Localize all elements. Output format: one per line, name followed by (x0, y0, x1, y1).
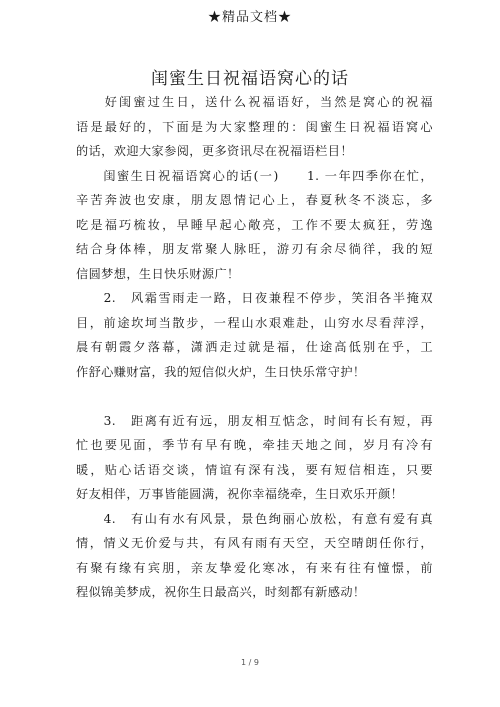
paragraph (76, 409, 433, 507)
text-line: 晨有朝霞夕落幕，潇洒走过就是福，仕途高低别在乎，工 (76, 340, 433, 354)
text-line: 忙也要见面，季节有早有晚，牵挂天地之间，岁月有冷有 (76, 438, 433, 452)
text-line: 结合身体棒，朋友常聚人脉旺，游刃有余尽徜徉，我的短 (76, 242, 433, 256)
text-line: 情，情义无价爱与共，有风有雨有天空，天空晴朗任你行， (76, 536, 433, 550)
text-line: 作舒心赚财富，我的短信似火炉，生日快乐常守护！ (76, 364, 366, 379)
text-line: 闺蜜生日祝福语窝心的话(一) 1. 一年四季你在忙， (76, 168, 433, 183)
paragraph (76, 286, 433, 384)
paragraph (76, 507, 433, 605)
text-line: 吃是福巧梳妆，早睡早起心敞亮，工作不要太疯狂，劳逸 (76, 217, 433, 232)
text-line: 程似锦美梦成，祝你生日最高兴，时刻都有新感动！ (76, 585, 366, 599)
text-line: 好闺蜜过生日，送什么祝福语好，当然是窝心的祝福 (76, 95, 433, 109)
text-line: 暖，贴心话语交谈，情谊有深有浅，要有短信相连，只要 (76, 462, 433, 477)
paragraph (76, 164, 433, 287)
text-line: 4. 有山有水有风景，景色绚丽心放松，有意有爱有真 (76, 511, 433, 526)
text-line: 的话，欢迎大家参阅，更多资讯尽在祝福语栏目！ (76, 144, 353, 158)
text-line: 3. 距离有近有远，朋友相互惦念，时间有长有短，再 (76, 413, 433, 428)
document-title: 闺蜜生日祝福语窝心的话 (151, 69, 349, 89)
text-line: 有聚有缘有宾朋，亲友挚爱化寒冰，有来有往有憧憬，前 (76, 560, 433, 575)
text-line: 辛苦奔波也安康，朋友恩情记心上，春夏秋冬不淡忘，多 (76, 193, 433, 207)
text-line: 语是最好的，下面是为大家整理的：闺蜜生日祝福语窝心 (76, 119, 433, 134)
text-line: 2. 风霜雪雨走一路，日夜兼程不停步，笑泪各半掩双 (76, 291, 433, 305)
paragraph-gap (76, 384, 433, 409)
paragraph (76, 90, 433, 164)
page-header: ★精品文档★ (207, 10, 292, 25)
text-line: 好友相伴，万事皆能圆满，祝你幸福绕牵，生日欢乐开颜！ (76, 487, 404, 501)
text-line: 信圆梦想，生日快乐财源广！ (76, 266, 240, 281)
page-number: 1 / 9 (241, 658, 259, 667)
document-body (76, 90, 433, 605)
text-line: 目，前途坎坷当散步，一程山水艰难赴，山穷水尽看萍浮， (76, 315, 433, 330)
